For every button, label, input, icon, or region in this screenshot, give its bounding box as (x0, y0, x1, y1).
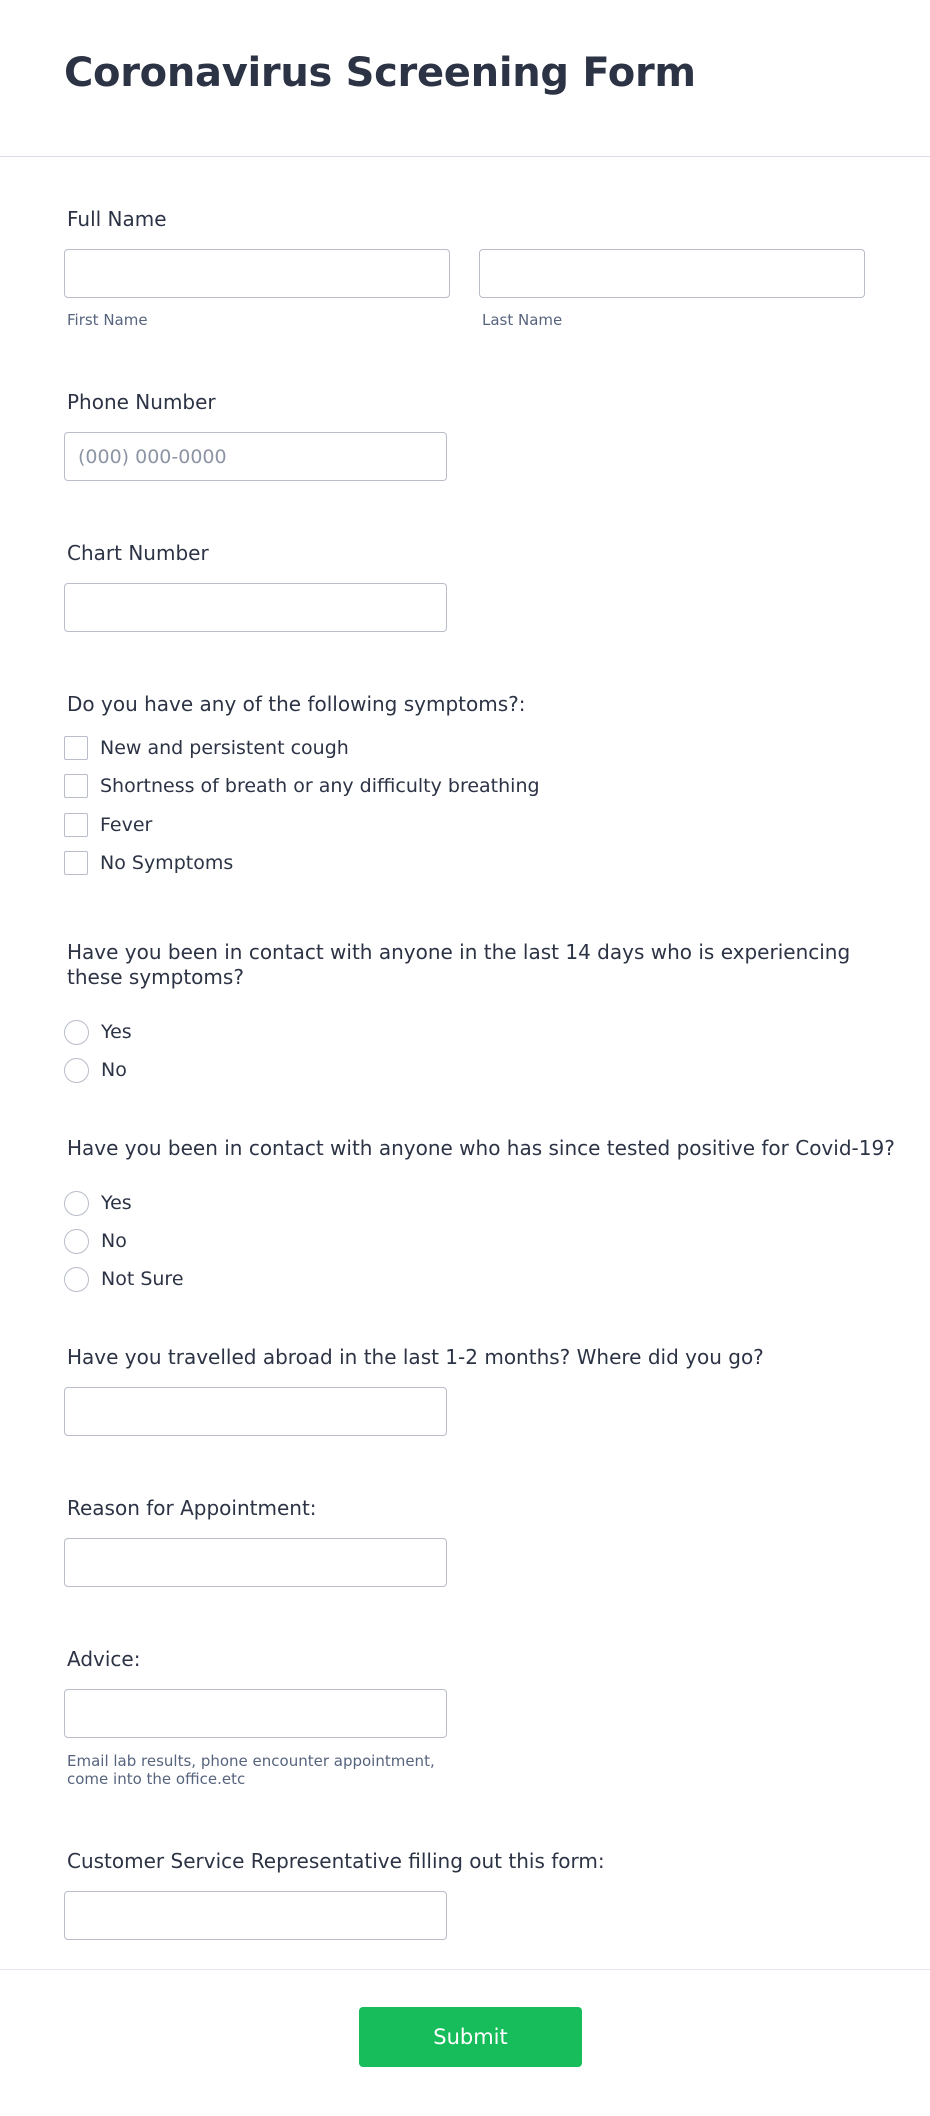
symptom-option[interactable]: Fever (64, 813, 152, 837)
phone-label: Phone Number (67, 390, 216, 414)
phone-input[interactable] (64, 432, 447, 481)
symptom-option[interactable]: No Symptoms (64, 851, 233, 875)
form-header (0, 0, 930, 157)
form-body (0, 157, 930, 1968)
advice-label: Advice: (67, 1647, 141, 1671)
chart-number-input[interactable] (64, 583, 447, 632)
last-name-input[interactable] (479, 249, 865, 298)
first-name-sublabel: First Name (67, 311, 148, 329)
contact-symptoms-label: Have you been in contact with anyone in the last 14 days who is experiencing these symptoms? (67, 940, 851, 989)
radio-option-not-sure[interactable]: Not Sure (64, 1267, 184, 1291)
advice-input[interactable] (64, 1689, 447, 1738)
radio-option-yes[interactable]: Yes (64, 1191, 132, 1215)
first-name-input[interactable] (64, 249, 450, 298)
checkbox[interactable] (64, 813, 88, 837)
radio-button[interactable] (64, 1020, 89, 1045)
radio-option-no[interactable]: No (64, 1229, 127, 1253)
advice-sublabel: Email lab results, phone encounter appointment, come into the office.etc (67, 1752, 435, 1788)
submit-button[interactable]: Submit (359, 2007, 582, 2067)
checkbox[interactable] (64, 851, 88, 875)
symptom-option[interactable]: Shortness of breath or any difficulty breathing (64, 774, 540, 798)
symptom-option[interactable]: New and persistent cough (64, 736, 349, 760)
reason-input[interactable] (64, 1538, 447, 1587)
page-title: Coronavirus Screening Form (64, 50, 696, 96)
reason-label: Reason for Appointment: (67, 1496, 317, 1520)
checkbox[interactable] (64, 774, 88, 798)
radio-button[interactable] (64, 1191, 89, 1216)
last-name-sublabel: Last Name (482, 311, 563, 329)
travel-input[interactable] (64, 1387, 447, 1436)
radio-option-no[interactable]: No (64, 1058, 127, 1082)
full-name-label: Full Name (67, 207, 167, 231)
checkbox[interactable] (64, 736, 88, 760)
csr-label: Customer Service Representative filling out this form: (67, 1849, 605, 1873)
contact-positive-label: Have you been in contact with anyone who has since tested positive for Covid-19? (67, 1136, 895, 1160)
radio-button[interactable] (64, 1229, 89, 1254)
csr-input[interactable] (64, 1891, 447, 1940)
chart-number-label: Chart Number (67, 541, 209, 565)
radio-button[interactable] (64, 1267, 89, 1292)
form-footer (0, 1969, 930, 2116)
radio-button[interactable] (64, 1058, 89, 1083)
travel-label: Have you travelled abroad in the last 1-2 months? Where did you go? (67, 1345, 764, 1369)
symptoms-label: Do you have any of the following symptoms?: (67, 692, 526, 716)
radio-option-yes[interactable]: Yes (64, 1020, 132, 1044)
